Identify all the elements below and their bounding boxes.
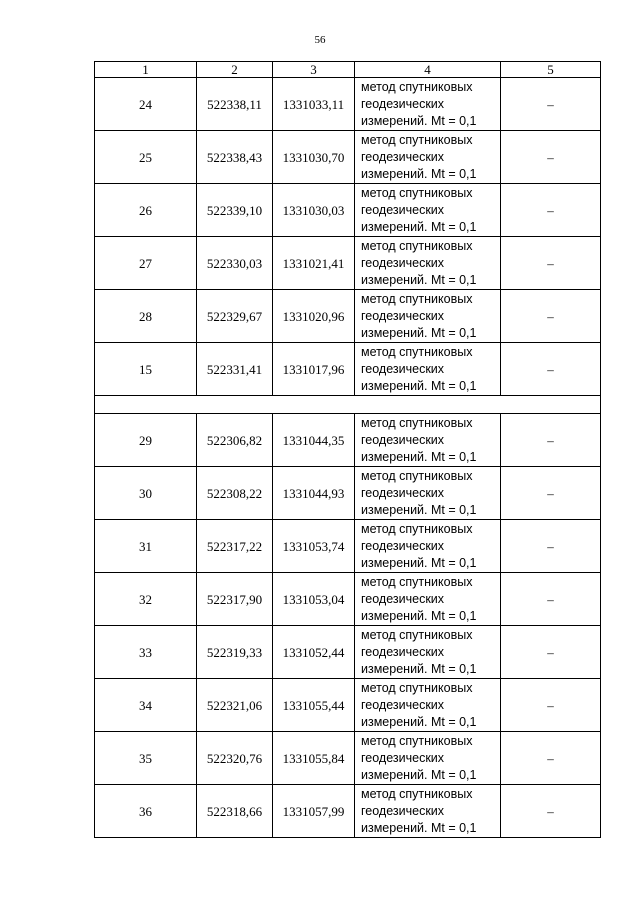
method-cell bbox=[355, 237, 501, 290]
y-coordinate-cell: 1331053,04 bbox=[273, 573, 355, 626]
point-number-cell: 32 bbox=[95, 573, 197, 626]
x-coordinate-cell: 522318,66 bbox=[197, 785, 273, 838]
table-row bbox=[95, 184, 601, 237]
extra-cell: – bbox=[501, 626, 601, 679]
method-text-line: геодезических bbox=[361, 308, 445, 323]
table-row bbox=[95, 520, 601, 573]
method-cell bbox=[355, 520, 501, 573]
x-coordinate-cell: 522306,82 bbox=[197, 414, 273, 467]
method-cell bbox=[355, 679, 501, 732]
y-coordinate-cell: 1331033,11 bbox=[273, 78, 355, 131]
table-row bbox=[95, 732, 601, 785]
method-text-line: метод спутниковых bbox=[361, 79, 473, 94]
x-coordinate-cell: 522317,22 bbox=[197, 520, 273, 573]
separator-cell bbox=[95, 396, 601, 414]
extra-cell: – bbox=[501, 732, 601, 785]
method-text-line: измерений. Mt = 0,1 bbox=[361, 661, 477, 676]
extra-cell: – bbox=[501, 290, 601, 343]
x-coordinate-cell: 522308,22 bbox=[197, 467, 273, 520]
point-number-cell: 33 bbox=[95, 626, 197, 679]
method-text-line: измерений. Mt = 0,1 bbox=[361, 608, 477, 623]
method-text-line: измерений. Mt = 0,1 bbox=[361, 820, 477, 835]
y-coordinate-cell: 1331020,96 bbox=[273, 290, 355, 343]
point-number-cell: 34 bbox=[95, 679, 197, 732]
x-coordinate-cell: 522319,33 bbox=[197, 626, 273, 679]
method-text-line: метод спутниковых bbox=[361, 521, 473, 536]
y-coordinate-cell: 1331030,03 bbox=[273, 184, 355, 237]
method-text-line: метод спутниковых bbox=[361, 344, 473, 359]
method-text-line: геодезических bbox=[361, 485, 445, 500]
x-coordinate-cell: 522317,90 bbox=[197, 573, 273, 626]
method-text-line: геодезических bbox=[361, 750, 445, 765]
point-number-cell: 30 bbox=[95, 467, 197, 520]
method-text-line: геодезических bbox=[361, 803, 445, 818]
method-text-line: метод спутниковых bbox=[361, 627, 473, 642]
method-text-line: метод спутниковых bbox=[361, 733, 473, 748]
extra-cell: – bbox=[501, 184, 601, 237]
method-text-line: метод спутниковых bbox=[361, 132, 473, 147]
method-cell bbox=[355, 785, 501, 838]
separator-row bbox=[95, 396, 601, 414]
table-header-row bbox=[95, 62, 601, 78]
extra-cell: – bbox=[501, 237, 601, 290]
y-coordinate-cell: 1331057,99 bbox=[273, 785, 355, 838]
point-number-cell: 28 bbox=[95, 290, 197, 343]
point-number-cell: 26 bbox=[95, 184, 197, 237]
method-cell bbox=[355, 467, 501, 520]
point-number-cell: 25 bbox=[95, 131, 197, 184]
table-row bbox=[95, 343, 601, 396]
page-number: 56 bbox=[314, 34, 326, 46]
column-header: 5 bbox=[501, 62, 601, 78]
y-coordinate-cell: 1331017,96 bbox=[273, 343, 355, 396]
x-coordinate-cell: 522339,10 bbox=[197, 184, 273, 237]
column-header: 3 bbox=[273, 62, 355, 78]
y-coordinate-cell: 1331044,35 bbox=[273, 414, 355, 467]
method-text-line: измерений. Mt = 0,1 bbox=[361, 219, 477, 234]
method-text-line: геодезических bbox=[361, 255, 445, 270]
table-row bbox=[95, 290, 601, 343]
method-text-line: метод спутниковых bbox=[361, 415, 473, 430]
extra-cell: – bbox=[501, 414, 601, 467]
method-text-line: геодезических bbox=[361, 591, 445, 606]
method-text-line: геодезических bbox=[361, 538, 445, 553]
x-coordinate-cell: 522338,11 bbox=[197, 78, 273, 131]
extra-cell: – bbox=[501, 785, 601, 838]
method-text-line: измерений. Mt = 0,1 bbox=[361, 767, 477, 782]
table-row bbox=[95, 785, 601, 838]
table-row bbox=[95, 414, 601, 467]
column-header: 4 bbox=[355, 62, 501, 78]
table-row bbox=[95, 626, 601, 679]
method-text-line: метод спутниковых bbox=[361, 680, 473, 695]
column-header: 1 bbox=[95, 62, 197, 78]
extra-cell: – bbox=[501, 467, 601, 520]
extra-cell: – bbox=[501, 573, 601, 626]
method-text-line: измерений. Mt = 0,1 bbox=[361, 272, 477, 287]
method-text-line: измерений. Mt = 0,1 bbox=[361, 555, 477, 570]
method-text-line: измерений. Mt = 0,1 bbox=[361, 325, 477, 340]
method-text-line: геодезических bbox=[361, 432, 445, 447]
method-text-line: измерений. Mt = 0,1 bbox=[361, 449, 477, 464]
method-text-line: геодезических bbox=[361, 202, 445, 217]
x-coordinate-cell: 522329,67 bbox=[197, 290, 273, 343]
x-coordinate-cell: 522330,03 bbox=[197, 237, 273, 290]
point-number-cell: 27 bbox=[95, 237, 197, 290]
method-text-line: геодезических bbox=[361, 644, 445, 659]
method-cell bbox=[355, 732, 501, 785]
table-row bbox=[95, 679, 601, 732]
table-row bbox=[95, 573, 601, 626]
y-coordinate-cell: 1331053,74 bbox=[273, 520, 355, 573]
method-cell bbox=[355, 414, 501, 467]
method-text-line: метод спутниковых bbox=[361, 786, 473, 801]
point-number-cell: 24 bbox=[95, 78, 197, 131]
extra-cell: – bbox=[501, 520, 601, 573]
x-coordinate-cell: 522338,43 bbox=[197, 131, 273, 184]
point-number-cell: 35 bbox=[95, 732, 197, 785]
table-row bbox=[95, 467, 601, 520]
coordinates-table bbox=[94, 61, 601, 838]
extra-cell: – bbox=[501, 679, 601, 732]
method-cell bbox=[355, 78, 501, 131]
method-text-line: измерений. Mt = 0,1 bbox=[361, 714, 477, 729]
x-coordinate-cell: 522320,76 bbox=[197, 732, 273, 785]
extra-cell: – bbox=[501, 343, 601, 396]
method-text-line: измерений. Mt = 0,1 bbox=[361, 378, 477, 393]
x-coordinate-cell: 522321,06 bbox=[197, 679, 273, 732]
table-row bbox=[95, 78, 601, 131]
method-text-line: геодезических bbox=[361, 96, 445, 111]
extra-cell: – bbox=[501, 78, 601, 131]
method-text-line: геодезических bbox=[361, 361, 445, 376]
column-header: 2 bbox=[197, 62, 273, 78]
point-number-cell: 15 bbox=[95, 343, 197, 396]
point-number-cell: 36 bbox=[95, 785, 197, 838]
y-coordinate-cell: 1331055,44 bbox=[273, 679, 355, 732]
method-cell bbox=[355, 131, 501, 184]
table-row bbox=[95, 237, 601, 290]
y-coordinate-cell: 1331052,44 bbox=[273, 626, 355, 679]
method-text-line: метод спутниковых bbox=[361, 574, 473, 589]
method-text-line: метод спутниковых bbox=[361, 468, 473, 483]
y-coordinate-cell: 1331021,41 bbox=[273, 237, 355, 290]
method-cell bbox=[355, 184, 501, 237]
x-coordinate-cell: 522331,41 bbox=[197, 343, 273, 396]
method-text-line: измерений. Mt = 0,1 bbox=[361, 166, 477, 181]
y-coordinate-cell: 1331055,84 bbox=[273, 732, 355, 785]
method-text-line: геодезических bbox=[361, 149, 445, 164]
y-coordinate-cell: 1331044,93 bbox=[273, 467, 355, 520]
method-text-line: метод спутниковых bbox=[361, 238, 473, 253]
method-text-line: метод спутниковых bbox=[361, 185, 473, 200]
method-cell bbox=[355, 626, 501, 679]
point-number-cell: 29 bbox=[95, 414, 197, 467]
method-text-line: измерений. Mt = 0,1 bbox=[361, 502, 477, 517]
table-body bbox=[95, 62, 601, 838]
method-cell bbox=[355, 290, 501, 343]
point-number-cell: 31 bbox=[95, 520, 197, 573]
y-coordinate-cell: 1331030,70 bbox=[273, 131, 355, 184]
extra-cell: – bbox=[501, 131, 601, 184]
method-cell bbox=[355, 573, 501, 626]
method-text-line: метод спутниковых bbox=[361, 291, 473, 306]
table-row bbox=[95, 131, 601, 184]
method-text-line: измерений. Mt = 0,1 bbox=[361, 113, 477, 128]
method-text-line: геодезических bbox=[361, 697, 445, 712]
method-cell bbox=[355, 343, 501, 396]
